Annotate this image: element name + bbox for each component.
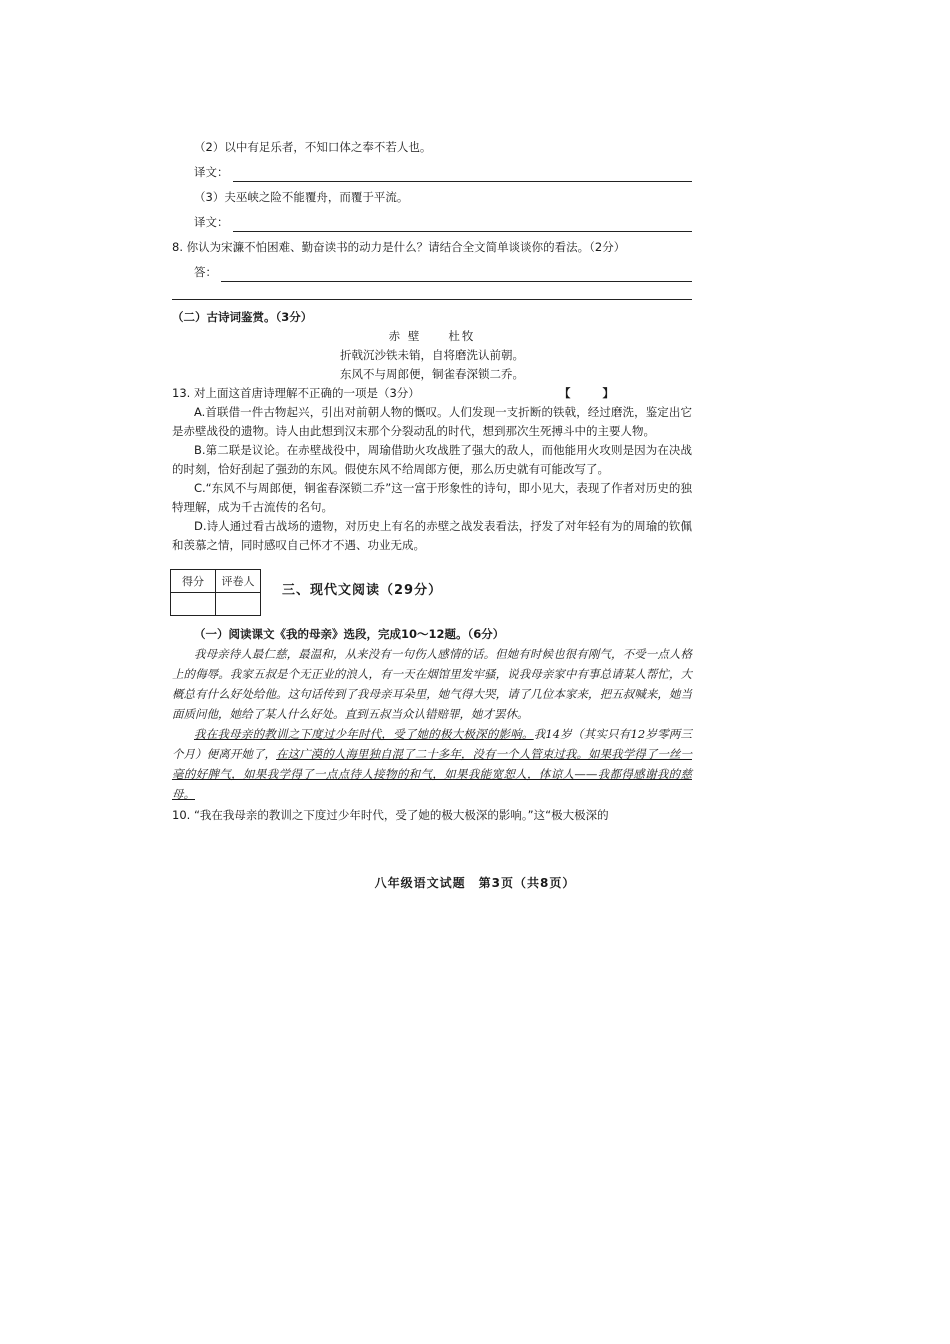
reading-subheading: （一）阅读课文《我的母亲》选段，完成10～12题。（6分） bbox=[194, 627, 505, 641]
option-d: D.诗人通过看古战场的遗物，对历史上有名的赤壁之战发表看法，抒发了对年轻有为的周瑜的钦佩和羡慕之情，同时感叹自己怀才不遇、功业无成。 bbox=[172, 519, 692, 552]
exam-page bbox=[172, 138, 692, 825]
answer-line[interactable] bbox=[221, 269, 692, 282]
answer-line[interactable] bbox=[233, 169, 693, 182]
score-section bbox=[172, 569, 692, 621]
page-footer: 八年级语文试题 第3页（共8页） bbox=[374, 876, 576, 890]
score-label: 得分 bbox=[171, 570, 216, 593]
poem-title: 赤 壁 杜牧 bbox=[388, 329, 476, 343]
q7-item-3-answer bbox=[172, 213, 692, 232]
score-table bbox=[170, 569, 261, 616]
poem-line-2: 东风不与周郎便，铜雀春深锁二乔。 bbox=[340, 367, 524, 381]
score-cell[interactable] bbox=[171, 593, 216, 616]
poem-line-1: 折戟沉沙铁未销，自将磨洗认前朝。 bbox=[340, 348, 524, 362]
q8-question: 8. 你认为宋濂不怕困难、勤奋读书的动力是什么？请结合全文简单谈谈你的看法。（2分） bbox=[172, 240, 626, 254]
option-c: C.“东风不与周郎便，铜雀春深锁二乔”这一富于形象性的诗句，即小见大，表现了作者对历史的独特理解，成为千古流传的名句。 bbox=[172, 481, 692, 514]
poetry-heading: （二）古诗词鉴赏。（3分） bbox=[172, 310, 313, 324]
answer-label: 答： bbox=[194, 265, 217, 279]
q8-answer bbox=[172, 263, 692, 282]
grader-cell[interactable] bbox=[216, 593, 261, 616]
translation-label: 译文： bbox=[194, 165, 229, 179]
passage-text: 我14岁（其实只有12岁零两三个月）便离开她了， bbox=[172, 727, 693, 761]
section-3-title: 三、现代文阅读（29分） bbox=[282, 583, 443, 598]
answer-brackets[interactable]: 【 】 bbox=[558, 386, 628, 400]
q7-item-2: （2）以中有足乐者，不知口体之奉不若人也。 bbox=[194, 140, 432, 154]
q13-stem bbox=[172, 384, 692, 403]
answer-line-full[interactable] bbox=[172, 298, 692, 300]
answer-line[interactable] bbox=[233, 219, 693, 232]
option-a: A.首联借一件古物起兴，引出对前朝人物的慨叹。人们发现一支折断的铁戟，经过磨洗，鉴定出它是赤壁战役的遗物。诗人由此想到汉末那个分裂动乱的时代，想到那次生死搏斗中的主要人物。 bbox=[172, 405, 692, 438]
underlined-sentence-1: 我在我母亲的教训之下度过少年时代，受了她的极大极深的影响。 bbox=[194, 727, 534, 741]
poem bbox=[172, 327, 692, 384]
q7-item-3: （3）夫巫峡之险不能覆舟，而覆于平流。 bbox=[194, 190, 409, 204]
option-b: B.第二联是议论。在赤壁战役中，周瑜借助火攻战胜了强大的敌人，而他能用火攻则是因为在决战的时刻，恰好刮起了强劲的东风。假使东风不给周郎方便，那么历史就有可能改写了。 bbox=[172, 443, 692, 476]
grader-label: 评卷人 bbox=[216, 570, 261, 593]
q10-question: 10. “我在我母亲的教训之下度过少年时代，受了她的极大极深的影响。”这“极大极深的 bbox=[172, 808, 609, 822]
translation-label: 译文： bbox=[194, 215, 229, 229]
passage-paragraph-1: 我母亲待人最仁慈，最温和，从来没有一句伤人感情的话。但她有时候也很有刚气，不受一点人格上的侮辱。我家五叔是个无正业的浪人，有一天在烟馆里发牢骚，说我母亲家中有事总请某人帮忙，大概总有什么好处给他。这句话传到了我母亲耳朵里，她气得大哭，请了几位本家来，把五叔喊来，她当面质问他，她给了某人什么好处。直到五叔当众认错赔罪，她才罢休。 bbox=[172, 647, 692, 721]
passage-paragraph-2 bbox=[172, 724, 692, 804]
q7-item-2-answer bbox=[172, 163, 692, 182]
underlined-sentence-2: 在这广漠的人海里独自混了二十多年，没有一个人管束过我。如果我学得了一丝一毫的好脾气，如果我学得了一点点待人接物的和气，如果我能宽恕人，体谅人——我都得感谢我的慈母。 bbox=[172, 747, 692, 801]
q13-question: 13. 对上面这首唐诗理解不正确的一项是（3分） bbox=[172, 386, 420, 400]
